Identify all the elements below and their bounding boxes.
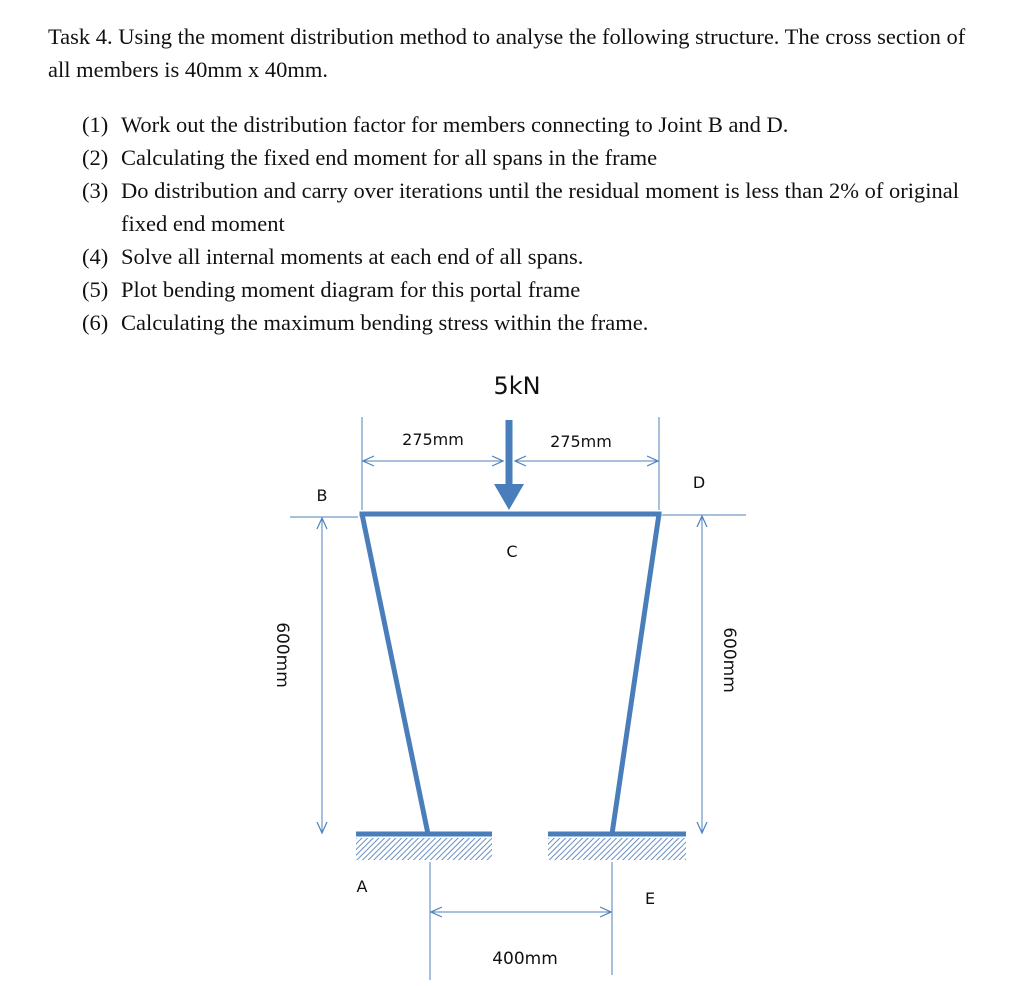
task-intro: Task 4. Using the moment distribution method to analyse the following structure. The cross section of all members is 40mm x 40mm. xyxy=(48,24,966,82)
load-arrow xyxy=(494,420,524,510)
dim-right-height-label: 600mm xyxy=(719,627,739,693)
dim-base-label: 400mm xyxy=(492,949,558,969)
step-text: Do distribution and carry over iterations until the residual moment is less than 2% of original fixed end moment xyxy=(121,178,959,236)
column-de xyxy=(612,514,659,834)
load-label: 5kN xyxy=(493,372,541,400)
frame-members xyxy=(362,514,659,834)
support-a xyxy=(356,834,492,860)
step-text: Solve all internal moments at each end of all spans. xyxy=(121,244,584,269)
step-text: Calculating the fixed end moment for all spans in the frame xyxy=(121,145,658,170)
support-e xyxy=(548,834,686,860)
joint-label-c: C xyxy=(506,542,518,561)
step-number: (1) xyxy=(82,112,109,137)
step-number: (2) xyxy=(82,145,109,170)
step-number: (5) xyxy=(82,277,109,302)
dim-left-span-label: 275mm xyxy=(402,430,464,449)
step-text: Plot bending moment diagram for this portal frame xyxy=(121,277,581,302)
step-text: Calculating the maximum bending stress within the frame. xyxy=(121,310,649,335)
step-number: (6) xyxy=(82,310,109,335)
dim-left-height-label: 600mm xyxy=(272,622,292,688)
dim-right-span-label: 275mm xyxy=(550,432,612,451)
step-number: (3) xyxy=(82,178,109,203)
joint-label-b: B xyxy=(316,486,328,505)
step-text: Work out the distribution factor for members connecting to Joint B and D. xyxy=(121,112,789,137)
column-ab xyxy=(362,514,428,834)
joint-label-d: D xyxy=(692,473,706,492)
step-number: (4) xyxy=(82,244,109,269)
joint-label-e: E xyxy=(644,889,656,908)
joint-label-a: A xyxy=(356,877,368,896)
